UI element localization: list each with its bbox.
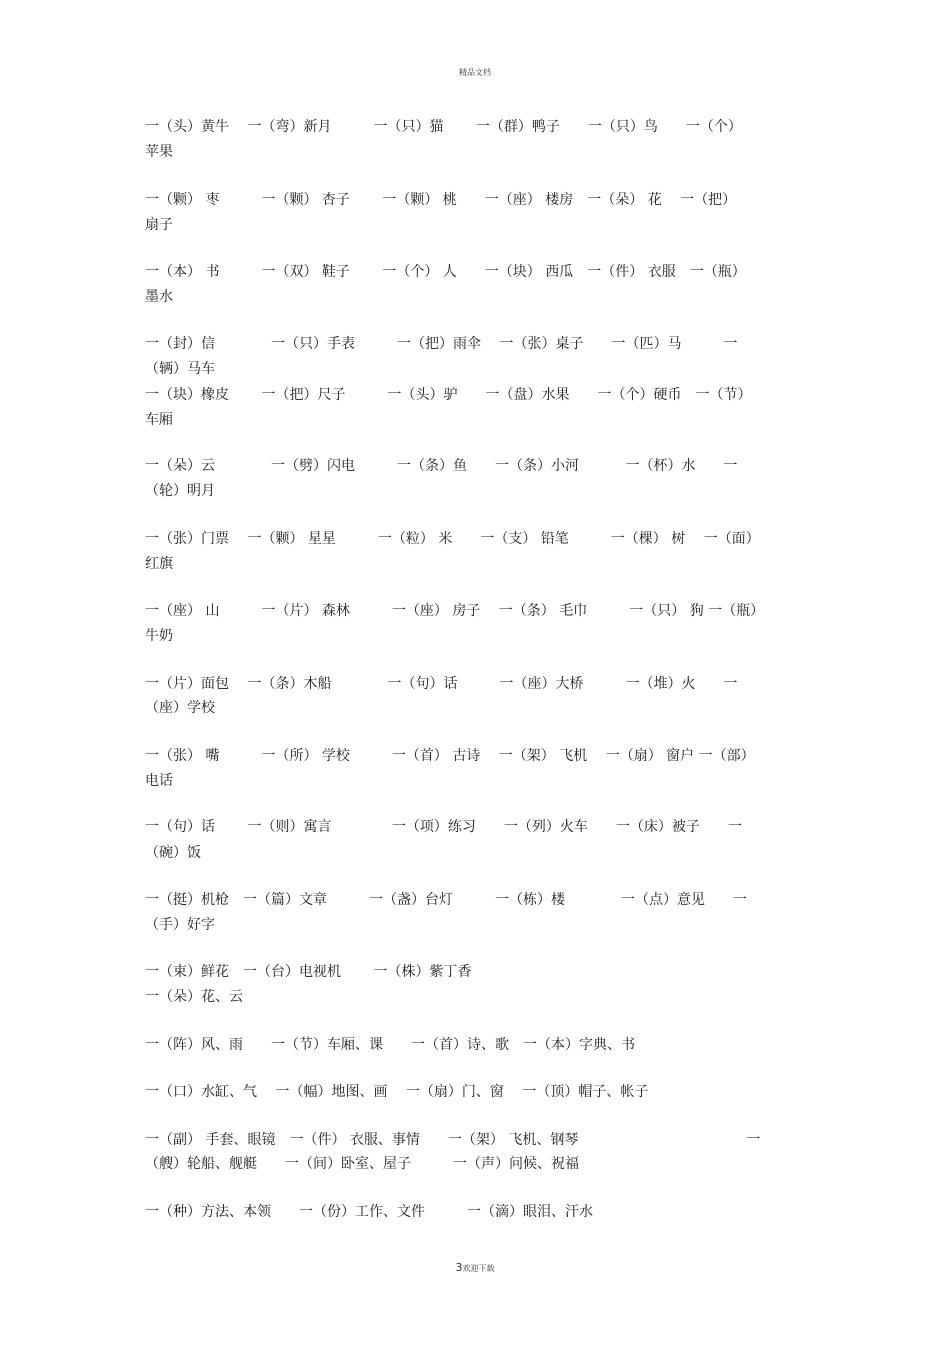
text-line: （艘）轮船、舰艇 一（间）卧室、屋子 一（声）问候、祝福 bbox=[145, 1156, 579, 1172]
text-line: 一（句）话 一（则）寓言 一（项）练习 一（列）火车 一（床）被子 一 bbox=[145, 819, 742, 835]
text-line: 一（片）面包 一（条）木船 一（句）话 一（座）大桥 一（堆）火 一 bbox=[145, 676, 738, 692]
page-footer bbox=[0, 1261, 950, 1274]
text-line: （座）学校 bbox=[145, 700, 215, 716]
text-line: 一（口）水缸、气 一（幅）地图、画 一（扇）门、窗 一（顶）帽子、帐子 bbox=[145, 1084, 649, 1100]
text-line: 牛奶 bbox=[145, 628, 173, 644]
text-line: 一（本） 书 一（双） 鞋子 一（个） 人 一（块） 西瓜 一（件） 衣服 一（瓶） bbox=[145, 264, 746, 280]
page-header: 精品文档 bbox=[459, 68, 491, 77]
text-line: （手）好字 bbox=[145, 917, 215, 933]
text-line: （碗）饭 bbox=[145, 845, 201, 861]
text-line: 一（头）黄牛 一（弯）新月 一（只）猫 一（群）鸭子 一（只）鸟 一（个） bbox=[145, 119, 742, 135]
text-line: 一（张）门票 一（颗） 星星 一（粒） 米 一（支） 铅笔 一（棵） 树 一（面） bbox=[145, 531, 760, 547]
text-line: 红旗 bbox=[145, 556, 173, 572]
footer-text: 欢迎下载 bbox=[462, 1264, 495, 1273]
text-line: 扇子 bbox=[145, 217, 173, 233]
text-line: 一（块）橡皮 一（把）尺子 一（头）驴 一（盘）水果 一（个）硬币 一（节） bbox=[145, 387, 752, 403]
text-line: 电话 bbox=[145, 773, 173, 789]
text-line: 苹果 bbox=[145, 144, 173, 160]
text-line: 一（封）信 一（只）手表 一（把）雨伞 一（张）桌子 一（匹）马 一 bbox=[145, 336, 738, 352]
text-line: 一（座） 山 一（片） 森林 一（座） 房子 一（条） 毛巾 一（只） 狗 一（瓶） bbox=[145, 603, 765, 619]
text-line: 一（朵）花、云 bbox=[145, 989, 243, 1005]
text-line: 一（颗） 枣 一（颗） 杏子 一（颗） 桃 一（座） 楼房 一（朵） 花 一（把） bbox=[145, 192, 737, 208]
text-line: （辆）马车 bbox=[145, 361, 215, 377]
text-line: 一（种）方法、本领 一（份）工作、文件 一（滴）眼泪、汗水 bbox=[145, 1204, 593, 1220]
text-line: 一（朵）云 一（劈）闪电 一（条）鱼 一（条）小河 一（杯）水 一 bbox=[145, 458, 738, 474]
page-number: 3 bbox=[455, 1261, 463, 1274]
text-line: 一（挺）机枪 一（篇）文章 一（盏）台灯 一（栋）楼 一（点）意见 一 bbox=[145, 892, 747, 908]
text-line: 车厢 bbox=[145, 412, 173, 428]
text-line: 墨水 bbox=[145, 289, 173, 305]
text-line: 一（副） 手套、眼镜 一（件） 衣服、事情 一（架） 飞机、钢琴 一 bbox=[145, 1132, 761, 1148]
text-line: （轮）明月 bbox=[145, 483, 215, 499]
text-line: 一（阵）风、雨 一（节）车厢、课 一（首）诗、歌 一（本）字典、书 bbox=[145, 1037, 635, 1053]
text-line: 一（张） 嘴 一（所） 学校 一（首） 古诗 一（架） 飞机 一（扇） 窗户 一（部） bbox=[145, 748, 755, 764]
text-line: 一（束）鲜花 一（台）电视机 一（株）紫丁香 bbox=[145, 964, 472, 980]
